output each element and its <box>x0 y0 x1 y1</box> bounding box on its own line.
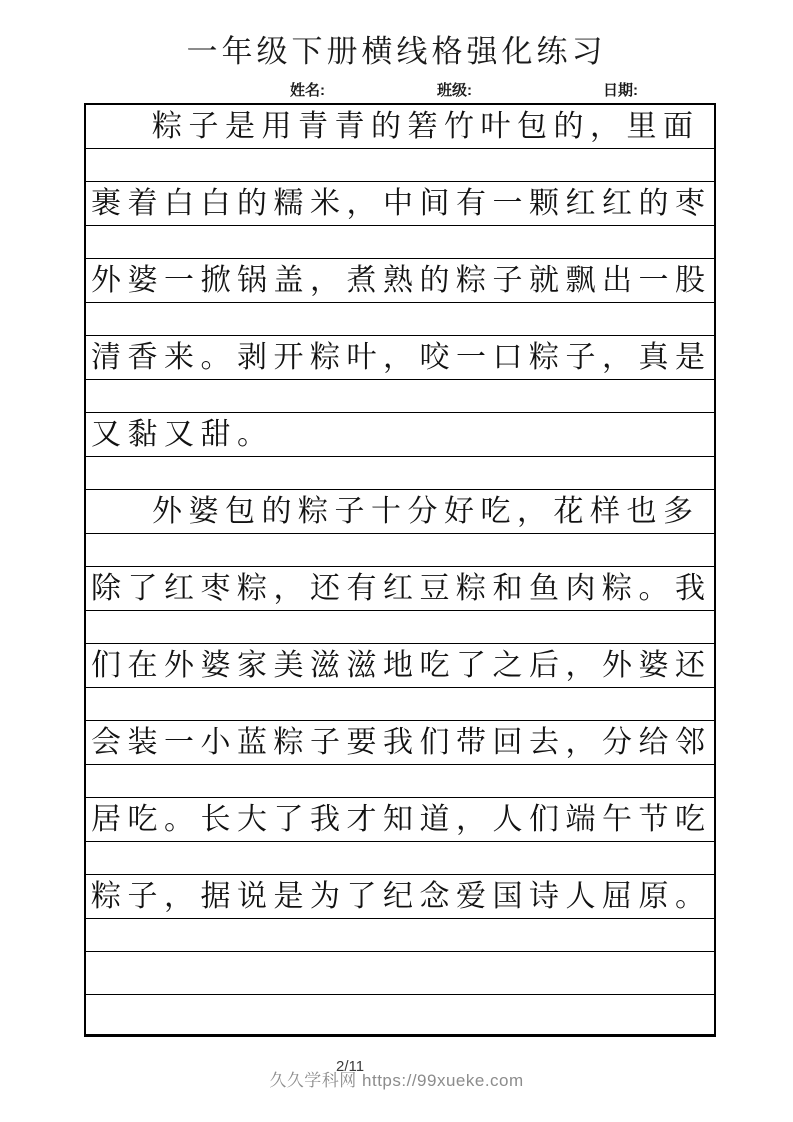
practice-text-line <box>86 875 714 919</box>
practice-text-line <box>86 644 714 688</box>
practice-text-line <box>86 182 714 226</box>
line-text: 居吃。长大了我才知道，人们端午节吃 <box>91 803 712 836</box>
empty-writing-row <box>86 457 714 490</box>
practice-text-line <box>86 336 714 380</box>
line-text: 会装一小蓝粽子要我们带回去，分给邻 <box>91 726 712 759</box>
practice-text-line <box>86 490 714 534</box>
empty-writing-row <box>86 303 714 336</box>
practice-text-line <box>86 105 714 149</box>
line-text: 裹着白白的糯米，中间有一颗红红的枣 <box>91 187 712 220</box>
line-text: 又黏又甜。 <box>91 418 274 451</box>
name-field-label: 姓名: <box>290 82 325 99</box>
empty-writing-row <box>86 149 714 182</box>
practice-text-line <box>86 567 714 611</box>
empty-writing-row <box>86 919 714 952</box>
line-text: 清香来。剥开粽叶，咬一口粽子，真是 <box>91 341 712 374</box>
line-text: 粽子，据说是为了纪念爱国诗人屈原。 <box>91 880 712 913</box>
page-title: 一年级下册横线格强化练习 <box>186 34 607 69</box>
line-text: 除了红枣粽，还有红豆粽和鱼肉粽。我 <box>91 572 712 605</box>
header-fields <box>0 79 793 101</box>
empty-writing-row <box>86 611 714 644</box>
practice-text-line <box>86 798 714 842</box>
empty-writing-row <box>86 688 714 721</box>
line-text: 们在外婆家美滋滋地吃了之后，外婆还 <box>91 649 712 682</box>
line-text: 外婆包的粽子十分好吃，花样也多 <box>152 495 700 528</box>
practice-text-line <box>86 721 714 765</box>
empty-writing-row <box>86 380 714 413</box>
empty-writing-row <box>86 765 714 798</box>
practice-text-line <box>86 413 714 457</box>
empty-writing-row <box>86 842 714 875</box>
line-text: 粽子是用青青的箬竹叶包的，里面 <box>152 110 700 143</box>
site-watermark: 久久学科网 https://99xueke.com <box>269 1071 524 1090</box>
line-text: 外婆一掀锅盖，煮熟的粽子就飘出一股 <box>91 264 712 297</box>
empty-writing-row <box>86 952 714 995</box>
empty-writing-row <box>86 995 714 1034</box>
practice-text-line <box>86 259 714 303</box>
class-field-label: 班级: <box>437 82 472 99</box>
empty-writing-row <box>86 534 714 567</box>
empty-writing-row <box>86 226 714 259</box>
page-number: 2/11 <box>336 1058 365 1075</box>
writing-grid <box>84 103 716 1037</box>
date-field-label: 日期: <box>603 82 638 99</box>
